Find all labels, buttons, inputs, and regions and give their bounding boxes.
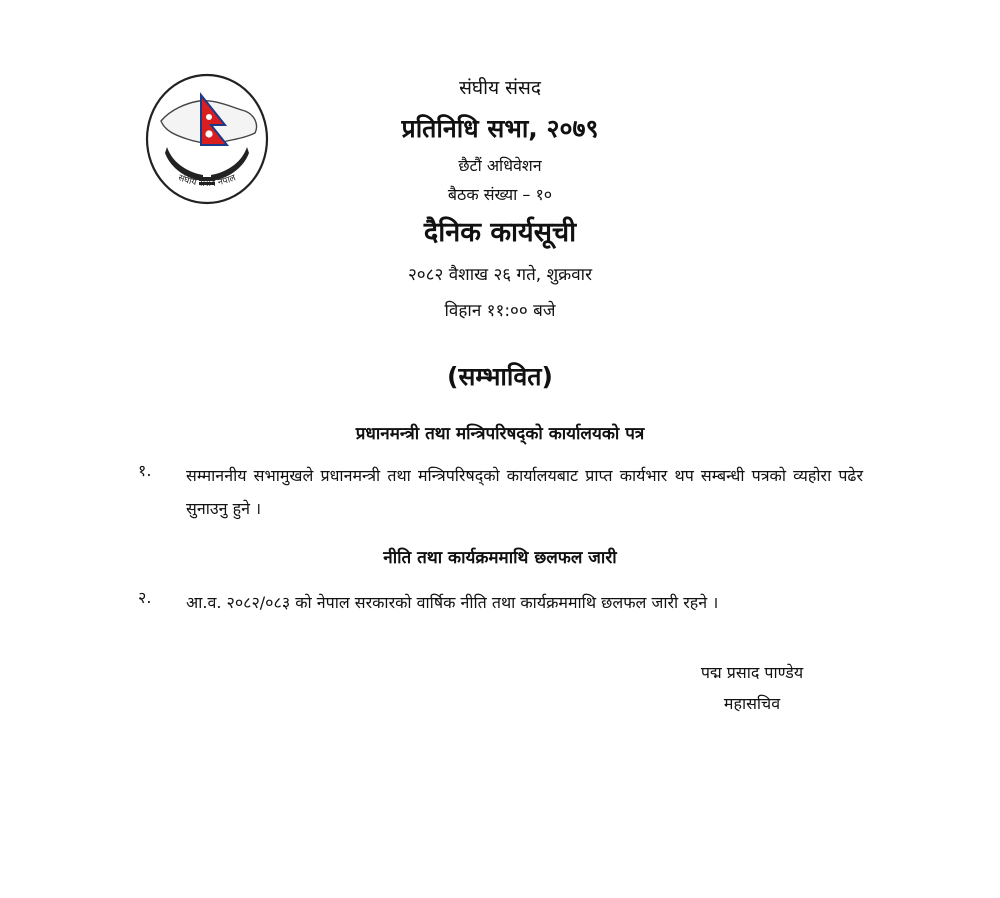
- session-label: छैटौं अधिवेशन: [458, 156, 542, 175]
- meeting-date: २०८२ वैशाख २६ गते, शुक्रवार: [407, 265, 593, 285]
- parliament-name: संघीय संसद: [459, 77, 541, 99]
- document-title: दैनिक कार्यसूची: [423, 217, 577, 248]
- agenda-item-text: सम्माननीय सभामुखले प्रधानमन्त्री तथा मन्त्रिपरिषद्को कार्यालयबाट प्राप्त कार्यभार थप सम्बन्धी पत्रको व्यहोरा पढेर सुनाउनु हुने ।: [186, 466, 863, 518]
- meeting-time: विहान ११:०० बजे: [444, 301, 556, 321]
- meeting-number: बैठक संख्या – १०: [447, 185, 553, 204]
- agenda-item-number: १.: [138, 461, 152, 480]
- agenda-status: (सम्भावित): [447, 362, 553, 391]
- emblem-caption: संघीय संसद नेपाल: [176, 173, 238, 190]
- house-title: प्रतिनिधि सभा, २०७९: [401, 114, 599, 143]
- agenda-item-text: आ.व. २०८२/०८३ को नेपाल सरकारको वार्षिक नीति तथा कार्यक्रममाथि छलफल जारी रहने ।: [186, 593, 719, 612]
- signatory-name: पद्म प्रसाद पाण्डेय: [700, 663, 804, 682]
- parliament-emblem-icon: [143, 73, 271, 213]
- section-heading: नीति तथा कार्यक्रममाथि छलफल जारी: [383, 548, 617, 568]
- section-heading: प्रधानमन्त्री तथा मन्त्रिपरिषद्को कार्यालयको पत्र: [355, 424, 645, 444]
- signatory-title: महासचिव: [723, 694, 781, 713]
- agenda-item-number: २.: [138, 588, 152, 607]
